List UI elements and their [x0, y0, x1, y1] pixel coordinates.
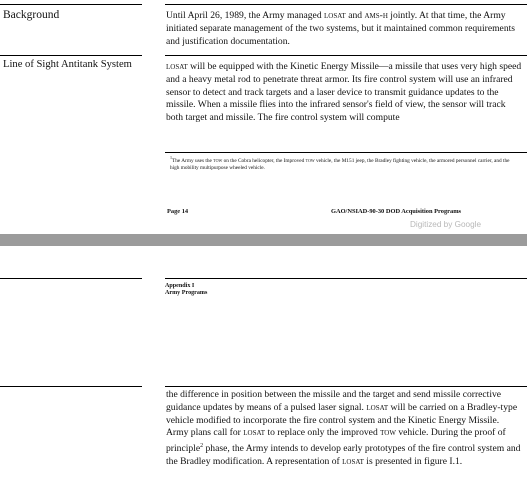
report-id: GAO/NSIAD-90-30 DOD Acquisition Programs	[331, 208, 462, 215]
section-rule	[0, 55, 142, 56]
body-rule-right	[165, 386, 527, 387]
continuation-paragraph: the difference in position between the missile and the target and send missile corrective guidance updates by means of a pulsed laser signal. losat will be carried on a Bradley-type vehicle modified to incorporate the fire control system and the Kinetic Energy Missile. Army plans call for losat to replace only the improved tow vehicle. During the proof of principle$^2$ phase, the Army intends to develop early prototypes of the fire control system and the Bradley modification. A representation of losat is presented in figure I.1.	[166, 389, 521, 468]
body-rule	[0, 386, 142, 387]
page-number: Page 14	[167, 208, 189, 215]
section-rule-right	[165, 55, 527, 56]
page-divider	[0, 234, 527, 246]
appendix-title: Army Programs	[165, 290, 208, 296]
footnote-1: $^1$The Army uses the tow on the Cobra helicopter, the Improved tow vehicle, the M151 jeep, the Bradley fighting vehicle, the armored personnel carrier, and the high mobility multipurpose wheeled vehicle.	[170, 155, 510, 172]
appendix-label: Appendix I	[165, 283, 195, 289]
section-heading-losat: Line of Sight Antitank System	[3, 59, 132, 70]
header-rule	[0, 278, 142, 279]
watermark: Digitized by Google	[410, 220, 481, 229]
background-paragraph: Until April 26, 1989, the Army managed losat and ams-h jointly. At that time, the Army initiated separate management of the two systems, but it maintained common requirements and justification documentation.	[166, 10, 516, 47]
section-heading-background: Background	[3, 9, 60, 21]
footnote-rule	[165, 152, 527, 153]
header-rule-right	[165, 278, 527, 279]
losat-paragraph: losat will be equipped with the Kinetic Energy Missile—a missile that uses very high speed and a heavy metal rod to penetrate threat armor. Its fire control system will use an infrared sensor to detect and track targets and a laser device to transmit guidance updates to the missile. When a missile flies into the infrared sensor's field of view, the sensor will track both target and missile. The fire control system will compute	[166, 61, 522, 124]
top-rule	[0, 4, 142, 5]
top-rule-right	[165, 4, 527, 5]
